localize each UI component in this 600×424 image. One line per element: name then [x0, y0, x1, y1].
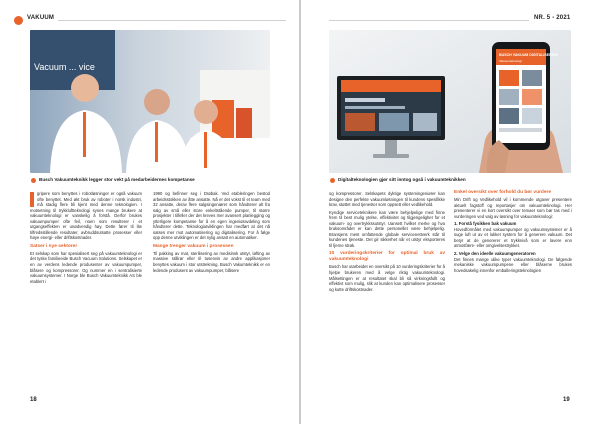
- photo-caption: Digitalteknologien gjør sitt inntog også i vakuumteknikken: [338, 177, 466, 182]
- page-number: 19: [563, 397, 570, 403]
- body-paragraph: Hovedformålet med vakuumpumper og vakuumsystemer er å suge luft ut av et lukket system for å generere vakuum. Det betyr at de genererer et trykknivå som er lavere enn atmosfære- eller omgivelsestrykket.: [454, 226, 572, 249]
- photo-caption: Busch Vakuumteknikk legger stor vekt på medarbeidernes kompetanse: [39, 177, 195, 182]
- left-column-1: [30, 191, 142, 286]
- body-paragraph: og kompressorer. Selskapets dyktige systemingeniører kan designe den perfekte vakuumløsningen til kundens spesifikke krav, støttet med tjenester som oppsett eller vedlikehold.: [329, 191, 445, 208]
- left-column-2: [153, 191, 270, 275]
- left-page: [0, 0, 299, 424]
- body-paragraph: gripere som benyttes i robotløsninger er også vakuum ofte benyttet. Med økt bruk av roboter i norsk industri, må stadig flere bli kjent med denne teknologien. I motsetning til trykkluftteknologi synes mange brukere at vakuumteknologi er vanskelig å forstå. Derfor brukes vakuumpumper ofte feil, noen som resulterer i et utgangseffekten er unødvendig høy. Dette fører til lite tilfredsstillende resultater, avbruddsutsatte prosesser eller høye energi- eller driftskostnader.: [30, 191, 142, 241]
- body-paragraph: Til pakking av mat, sterilisering av medisinsk utstyr, løfting av massive stålrør eller til tusenvis av andre applikasjoner benyttes vakuum i stor utstrekning. Busch Vakumteknikk er en ledende produsent av vakuumpumper, blåsere: [153, 250, 270, 273]
- body-paragraph: Kyndige serviceteknikere kan være behjelpelige med finne frem til best mulig ytelse, effektivitet og tilgjengelighet for et vakuum- og overtrykkssutstyr. Uansett hvilket merke og hva bruksområdet er kan dette personellet være behjelpelig. Bransjens mest omfattende globale servicenettverk står til kundenes tjeneste. Det gir sikkerhet når et utstyr eksporteres til fjerne strøk.: [329, 209, 445, 248]
- issue-label: NR. 5 - 2021: [534, 15, 571, 21]
- body-paragraph: Et selskap som har spesialisert seg på vakuumteknologi er det tyske familieeide Busch Vacuum Solutions. Selskapet er en av verdens ledende produsenter av vakuumpumper, blåsere og kompressorer. Og nummer en i sentralisierte vakuumsystemer. I Norge ble Busch Vakuumteknikk AS ble etablert i: [30, 250, 142, 284]
- right-column-2: [454, 190, 572, 275]
- staff-photo: [30, 30, 270, 173]
- section-label: VAKUUM: [27, 15, 55, 21]
- dropcap-bar: [30, 192, 34, 207]
- body-paragraph: 1990 og befinner seg i Drøbak. Ved etableringen bestod arbeidsstokken av åtte ansatte. Nå er det vokst til et team med 32 ansatte, derav flere salgsingeniører som håndterer alt fra salg av små eller store enkeltstående pumper, til større prosjekter i tilfeller der det kreves mer avansert planlegging og ytterligere kompetanse for å en egen ingeniøravdeling som håndterer dette. Teknologiutviklingen har medført at det nå satses mer mot automatisering og digitalisering. For å følge opp denne utviklingen er det nylig ansatt en automatiker.: [153, 191, 270, 241]
- list-heading: 1. Forstå fysikken bak vakuum: [454, 221, 517, 227]
- subheading: 10 vurderingskriterier for optimal bruk av vakuumteknologi: [329, 251, 445, 263]
- phone-screen-subtitle: Vakuumteknologi: [499, 59, 522, 63]
- subheading: Mange trenger vakuum i prosessen: [153, 243, 234, 249]
- caption-marker-icon: [31, 178, 36, 183]
- booth-banner-text: Vacuum ... vice: [34, 62, 95, 72]
- body-paragraph: Min Drift og Vedlikehold vil i kommende utgaver presentere aktuelt fagstoff og reportasjer om vakuumteknologi. Her presenterer vi en kort oversikt over temaer som bør tas med i vurderingen ved valg av løsning for vakuumteknologi:: [454, 197, 572, 219]
- body-paragraph: Busch har utarbeidet en oversikt på 10 vurderingskriterier for å hjelpe brukeren med å velge riktig vakuumteknologi. Målsettingen er at resultatet skal bli så virkningsfullt og effektivt som mulig, slik at kunden kan optimalisere prosesser og kutte driftskostnader.: [329, 264, 445, 292]
- page-number: 18: [30, 397, 37, 403]
- list-heading: 2. Velge den ideelle vakuumgeneratoren: [454, 250, 536, 256]
- caption-marker-icon: [330, 178, 335, 183]
- subheading: Enkel oversikt over forhold du bør vurdere: [454, 190, 552, 195]
- right-page: [301, 0, 600, 424]
- digital-photo-image: [329, 30, 571, 173]
- header-rule: [58, 20, 286, 21]
- body-paragraph: Det finnes mange ulike typer vakuumteknologi. De følgende mekaniske vakuumpumpene eller blåserne brukes hovedsakelig innenfor emballeringsteknologien: [454, 256, 572, 273]
- digital-photo: [329, 30, 571, 173]
- section-marker-icon: [14, 16, 23, 25]
- phone-screen-title: BUSCH VAKUUM DIGITALISERING: [499, 53, 559, 57]
- right-column-1: [329, 191, 445, 294]
- header-rule: [329, 20, 529, 21]
- staff-photo-image: [30, 30, 270, 173]
- subheading: Satser i nye sektorer: [30, 243, 78, 249]
